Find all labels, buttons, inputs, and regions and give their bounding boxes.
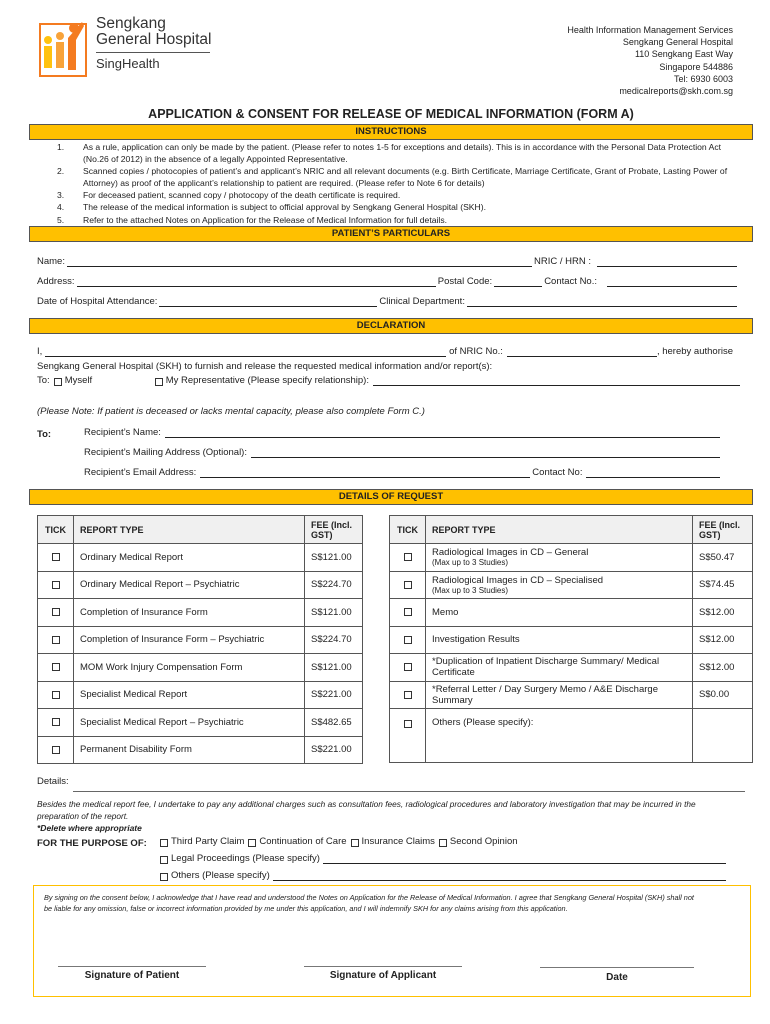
table-header <box>390 516 753 544</box>
fee-column-header: FEE (Incl. GST) <box>305 516 363 544</box>
attendance-date-field[interactable] <box>159 296 377 307</box>
report-checkbox[interactable] <box>52 663 60 671</box>
report-type: Memo <box>432 606 459 618</box>
instruction-item: 5. Refer to the attached Notes on Application for the Release of Medical Information for full details. <box>57 214 448 225</box>
declaration-i-label: I, <box>37 346 43 357</box>
address-line: Health Information Management Services <box>567 25 733 35</box>
recipient-mailing-field[interactable] <box>251 447 720 458</box>
report-type-cell <box>426 654 693 682</box>
fee-cell: S$12.00 <box>693 626 753 654</box>
report-type-column-header: REPORT TYPE <box>426 516 693 544</box>
report-type-cell <box>74 599 305 627</box>
instructions-heading: INSTRUCTIONS <box>29 124 753 140</box>
instruction-item: 2. Scanned copies / photocopies of patient’s and applicant’s NRIC and all relevant documents (e.g. Birth Certificate, Marriage Certificate, Grant of Probate, Lasting Power of Attorney) as proof of the applicant’s relationship to patient are required. (Please refer to Note 6 for details) <box>57 166 728 189</box>
clinical-department-field[interactable] <box>467 296 737 307</box>
table-row <box>38 571 363 599</box>
name-label: Name: <box>37 256 65 267</box>
tick-column-header: TICK <box>38 516 74 544</box>
patient-particulars-heading: PATIENT’S PARTICULARS <box>29 226 753 242</box>
report-checkbox[interactable] <box>52 691 60 699</box>
table-row <box>38 681 363 709</box>
tick-cell <box>38 709 74 737</box>
fee-cell: S$121.00 <box>305 599 363 627</box>
tick-cell <box>390 709 426 763</box>
others-purpose-field[interactable] <box>273 870 726 881</box>
recipient-contact-label: Contact No: <box>532 467 583 478</box>
tick-cell <box>390 681 426 709</box>
representative-label: My Representative (Please specify relationship): <box>165 375 369 386</box>
consent-box <box>33 885 751 997</box>
report-type: Investigation Results <box>432 634 520 646</box>
applicant-signature-label: Signature of Applicant <box>329 970 437 981</box>
continuation-of-care-label: Continuation of Care <box>259 836 347 847</box>
second-opinion-checkbox[interactable] <box>439 839 447 847</box>
deceased-note: (Please Note: If patient is deceased or lacks mental capacity, please also complete Form C.) <box>37 406 425 417</box>
postal-code-field[interactable] <box>494 276 542 287</box>
report-checkbox[interactable] <box>404 663 412 671</box>
recipient-email-field[interactable] <box>200 467 530 478</box>
tick-cell <box>390 599 426 627</box>
report-type: Radiological Images in CD – Specialised <box>432 574 604 586</box>
report-checkbox[interactable] <box>52 636 60 644</box>
myself-label: Myself <box>64 375 93 386</box>
table-row <box>38 709 363 737</box>
attendance-date-label: Date of Hospital Attendance: <box>37 296 158 307</box>
fee-cell: S$74.45 <box>693 571 753 599</box>
contact-field[interactable] <box>607 276 737 287</box>
report-type: Ordinary Medical Report <box>80 551 183 563</box>
report-type-cell <box>426 571 693 599</box>
table-row <box>390 654 753 682</box>
continuation-of-care-checkbox[interactable] <box>248 839 256 847</box>
instructions-list <box>57 141 747 226</box>
report-type-cell <box>426 544 693 572</box>
recipient-to-label: To: <box>37 429 52 440</box>
instruction-item: 4. The release of the medical information is subject to official approval by Sengkang General Hospital (SKH). <box>57 202 486 213</box>
report-checkbox[interactable] <box>404 608 412 616</box>
fee-cell: S$482.65 <box>305 709 363 737</box>
consent-text: By signing on the consent below, I acknowledge that I have read and understood the Notes on Application for the Release of Medical Information. I agree that Sengkang General Hospital (SKH) shall not be liable for any omission, false or incorrect information provided by me under this application, and I will indemnify SKH for any claims arising from this application. <box>44 893 694 913</box>
tick-cell <box>390 571 426 599</box>
fee-cell: S$121.00 <box>305 544 363 572</box>
applicant-signature-line[interactable] <box>304 966 462 967</box>
tick-column-header: TICK <box>390 516 426 544</box>
table-row <box>38 599 363 627</box>
table-row <box>38 544 363 572</box>
tick-cell <box>38 681 74 709</box>
recipient-email-label: Recipient’s Email Address: <box>84 467 197 478</box>
report-checkbox[interactable] <box>404 553 412 561</box>
hospital-logo <box>38 14 218 94</box>
nric-label: NRIC / HRN : <box>534 256 591 267</box>
logo-line3: SingHealth <box>96 56 160 71</box>
name-field[interactable] <box>67 256 532 267</box>
patient-signature-line[interactable] <box>58 966 206 967</box>
table-row <box>390 599 753 627</box>
report-type: Radiological Images in CD – General <box>432 547 589 559</box>
legal-proceedings-field[interactable] <box>323 853 726 864</box>
report-type: Ordinary Medical Report – Psychiatric <box>80 579 240 591</box>
report-checkbox[interactable] <box>52 608 60 616</box>
tick-cell <box>38 626 74 654</box>
table-row <box>390 709 753 763</box>
report-type-cell <box>74 736 305 764</box>
report-type-cell <box>426 709 693 763</box>
table-row <box>38 736 363 764</box>
authorise-text: , hereby authorise <box>656 346 733 357</box>
declaration-sentence: Sengkang General Hospital (SKH) to furnish and release the requested medical information and/or report(s): <box>37 361 493 372</box>
tick-cell <box>38 544 74 572</box>
third-party-claim-label: Third Party Claim <box>171 836 245 847</box>
report-type-cell <box>426 626 693 654</box>
form-title: APPLICATION & CONSENT FOR RELEASE OF MEDICAL INFORMATION (FORM A) <box>148 107 634 121</box>
fee-cell <box>693 709 753 763</box>
declarant-nric-label: of NRIC No.: <box>449 346 503 357</box>
details-label: Details: <box>37 776 69 787</box>
address-field[interactable] <box>77 276 436 287</box>
table-row <box>390 626 753 654</box>
table-row <box>38 654 363 682</box>
logo-divider <box>96 52 210 53</box>
report-type: MOM Work Injury Compensation Form <box>80 661 243 673</box>
fee-cell: S$224.70 <box>305 571 363 599</box>
report-type: Completion of Insurance Form <box>80 606 208 618</box>
report-type-cell <box>74 571 305 599</box>
fee-cell: S$224.70 <box>305 626 363 654</box>
report-checkbox[interactable] <box>404 636 412 644</box>
report-checkbox[interactable] <box>52 718 60 726</box>
address-email[interactable]: medicalreports@skh.com.sg <box>619 86 733 97</box>
declaration-heading: DECLARATION <box>29 318 753 334</box>
report-type-cell <box>426 681 693 709</box>
fee-cell: S$0.00 <box>693 681 753 709</box>
to-label: To: <box>37 375 50 386</box>
report-table-right <box>389 515 753 763</box>
report-type-cell <box>74 709 305 737</box>
patient-signature-label: Signature of Patient <box>84 970 180 981</box>
tick-cell <box>38 654 74 682</box>
report-checkbox[interactable] <box>52 746 60 754</box>
logo-figures-icon <box>38 18 90 82</box>
fee-cell: S$221.00 <box>305 681 363 709</box>
table-row <box>38 626 363 654</box>
report-checkbox[interactable] <box>52 553 60 561</box>
logo-line2: General Hospital <box>96 31 212 48</box>
instruction-item: 1. As a rule, application can only be made by the patient. (Please refer to notes 1-5 for exceptions and details). This is in accordance with the Personal Data Protection Act (No.26 of 2012) in the absence of a legally Appointed Representative. <box>57 142 722 165</box>
fee-cell: S$121.00 <box>305 654 363 682</box>
hospital-address <box>567 24 733 97</box>
address-line: Sengkang General Hospital <box>622 37 733 48</box>
report-type-cell <box>426 599 693 627</box>
fee-cell: S$12.00 <box>693 599 753 627</box>
report-type: *Duplication of Inpatient Discharge Summary/ Medical Certificate <box>432 656 660 679</box>
report-checkbox[interactable] <box>404 581 412 589</box>
report-checkbox[interactable] <box>404 691 412 699</box>
report-type-cell <box>74 654 305 682</box>
report-type: Specialist Medical Report <box>80 689 188 701</box>
table-row <box>390 681 753 709</box>
report-type-cell <box>74 544 305 572</box>
report-checkbox[interactable] <box>52 581 60 589</box>
tick-cell <box>390 626 426 654</box>
fee-cell: S$221.00 <box>305 736 363 764</box>
date-label: Date <box>606 972 628 983</box>
undertaking-text: Besides the medical report fee, I undertake to pay any additional charges such as consultation fees, radiological procedures and laboratory investigation that may be incurred in the preparation of the report. <box>37 799 696 821</box>
address-label: Address: <box>37 276 75 287</box>
second-opinion-label: Second Opinion <box>449 836 518 847</box>
logo-line1: Sengkang <box>96 15 166 32</box>
fee-column-header: FEE (Incl. GST) <box>693 516 753 544</box>
contact-label: Contact No.: <box>544 276 597 287</box>
clinical-department-label: Clinical Department: <box>379 296 465 307</box>
delete-note: *Delete where appropriate <box>37 823 142 833</box>
report-table-left <box>37 515 363 764</box>
tick-cell <box>390 544 426 572</box>
legal-proceedings-label: Legal Proceedings (Please specify) <box>171 853 320 864</box>
address-line: 110 Sengkang East Way <box>634 49 733 60</box>
report-type: Permanent Disability Form <box>80 744 192 756</box>
report-type: Completion of Insurance Form – Psychiatric <box>80 634 265 646</box>
table-header <box>38 516 363 544</box>
recipient-name-label: Recipient’s Name: <box>84 427 161 438</box>
others-purpose-label: Others (Please specify) <box>171 870 270 881</box>
fee-cell: S$50.47 <box>693 544 753 572</box>
fee-cell: S$12.00 <box>693 654 753 682</box>
nric-field[interactable] <box>597 256 737 267</box>
details-field[interactable] <box>73 791 745 792</box>
tick-cell <box>38 571 74 599</box>
insurance-claims-label: Insurance Claims <box>361 836 435 847</box>
report-type-cell <box>74 681 305 709</box>
insurance-claims-checkbox[interactable] <box>351 839 359 847</box>
report-type: Specialist Medical Report – Psychiatric <box>80 716 244 728</box>
recipient-name-field[interactable] <box>165 427 720 438</box>
declarant-name-field[interactable] <box>45 346 446 357</box>
tick-cell <box>390 654 426 682</box>
instruction-item: 3. For deceased patient, scanned copy / photocopy of the death certificate is required. <box>57 190 401 201</box>
request-heading: DETAILS OF REQUEST <box>29 489 753 505</box>
report-type: *Referral Letter / Day Surgery Memo / A&E Discharge Summary <box>432 683 658 706</box>
report-subtext: (Max up to 3 Studies) <box>432 585 509 595</box>
relationship-field[interactable] <box>373 375 740 386</box>
address-line: Singapore 544886 <box>659 61 733 72</box>
tick-cell <box>38 599 74 627</box>
report-type: Others (Please specify): <box>432 717 534 728</box>
report-checkbox[interactable] <box>404 720 412 728</box>
third-party-claim-checkbox[interactable] <box>160 839 168 847</box>
tick-cell <box>38 736 74 764</box>
table-row <box>390 571 753 599</box>
date-signature-line[interactable] <box>540 967 694 968</box>
recipient-contact-field[interactable] <box>586 467 720 478</box>
purpose-label: FOR THE PURPOSE OF: <box>37 838 147 849</box>
address-phone: Tel: 6930 6003 <box>673 73 733 84</box>
others-purpose-checkbox[interactable] <box>160 873 168 881</box>
legal-proceedings-checkbox[interactable] <box>160 856 168 864</box>
report-subtext: (Max up to 3 Studies) <box>432 558 509 568</box>
table-row <box>390 544 753 572</box>
declarant-nric-field[interactable] <box>507 346 657 357</box>
report-type-cell <box>74 626 305 654</box>
representative-checkbox[interactable] <box>155 378 163 386</box>
report-type-column-header: REPORT TYPE <box>74 516 305 544</box>
recipient-mailing-label: Recipient’s Mailing Address (Optional): <box>84 447 247 458</box>
postal-code-label: Postal Code: <box>437 276 493 287</box>
myself-checkbox[interactable] <box>54 378 62 386</box>
